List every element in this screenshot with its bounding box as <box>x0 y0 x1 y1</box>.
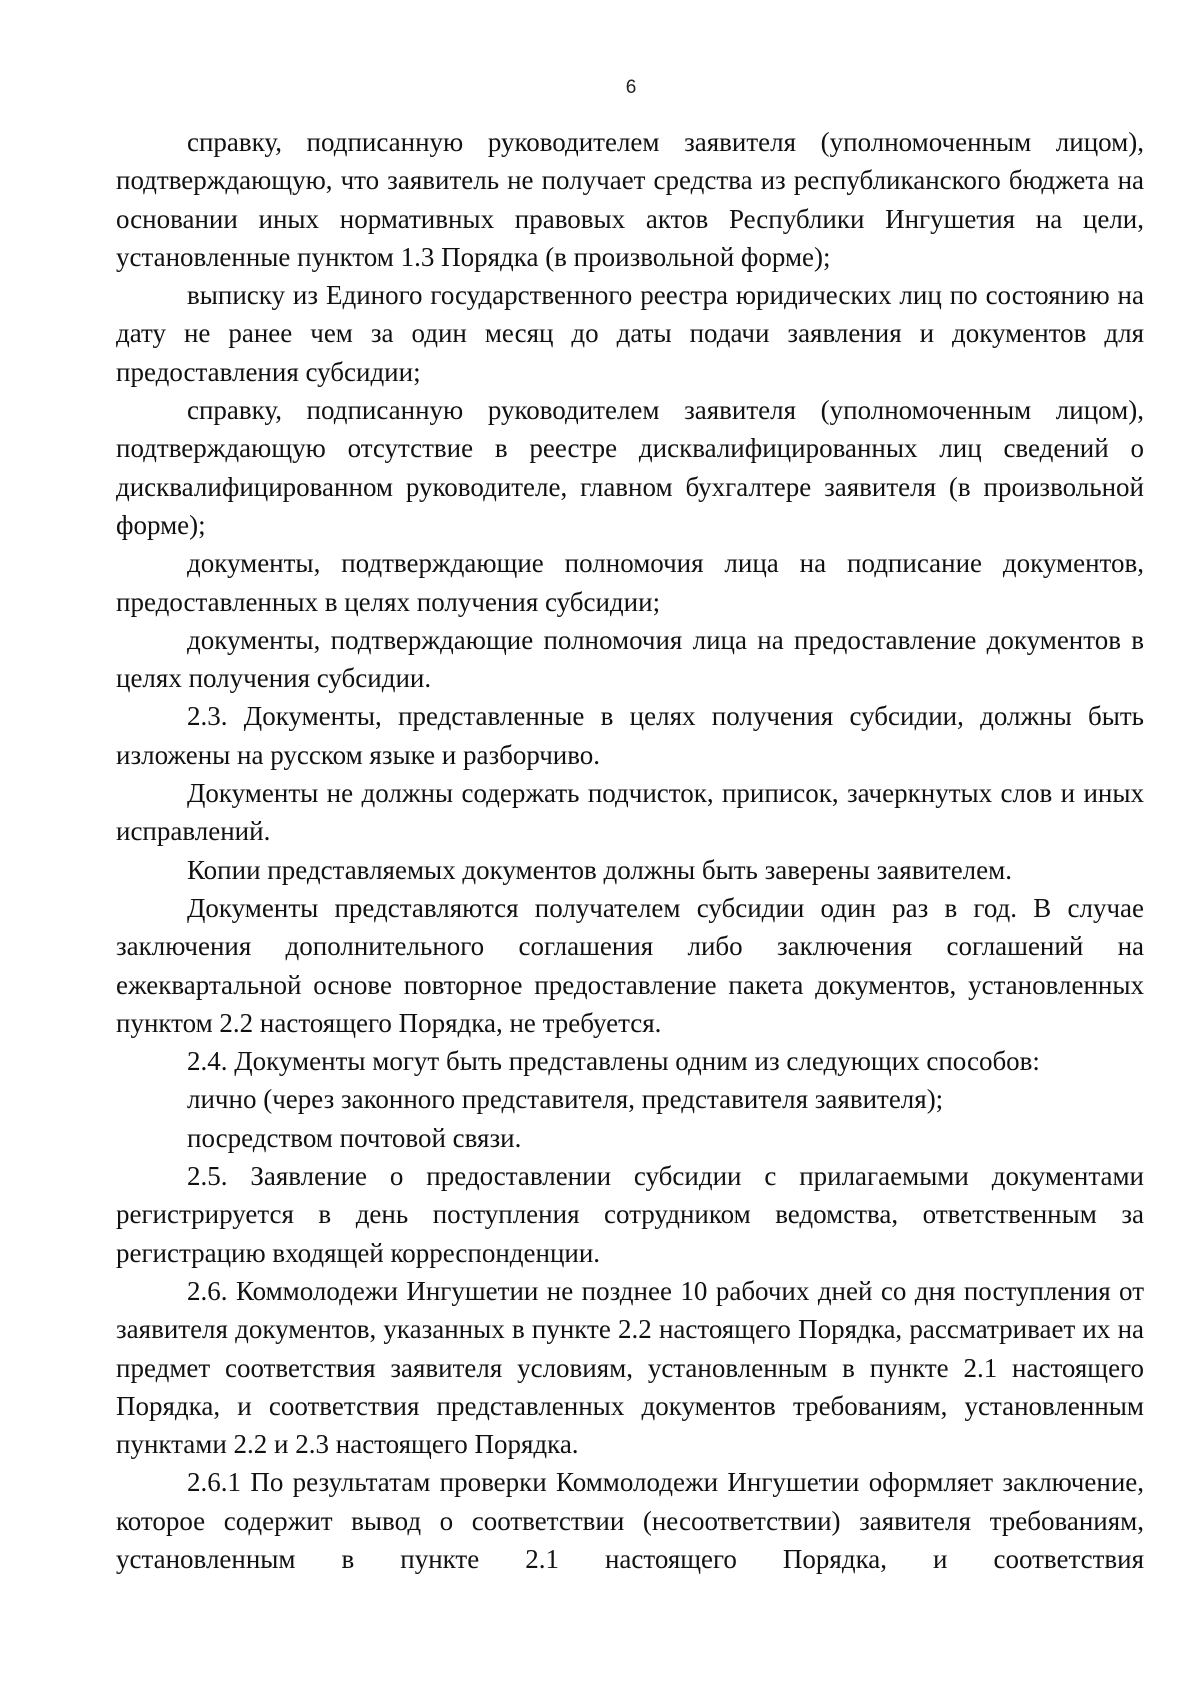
paragraph-registry-extract: выписку из Единого государственного реестра юридических лиц по состоянию на дату не ранее чем за один месяц до даты подачи заявления и документов для предоставления субсидии; <box>116 280 1144 387</box>
paragraph-2-6-1: 2.6.1 По результатам проверки Коммолодежи Ингушетии оформляет заключение, которое содержит вывод о соответствии (несоответствии) заявителя требованиям, установленным в пункте 2.1 настоящего Порядка, и соответствия <box>116 1467 1144 1574</box>
paragraph-signing-authority: документы, подтверждающие полномочия лица на подписание документов, предоставленных в целях получения субсидии; <box>116 548 1144 617</box>
page-number: 6 <box>625 77 637 98</box>
paragraph-2-3: 2.3. Документы, представленные в целях получения субсидии, должны быть изложены на русском языке и разборчиво. <box>116 701 1144 770</box>
paragraph-submission-authority: документы, подтверждающие полномочия лица на предоставление документов в целях получения субсидии. <box>116 624 1144 694</box>
paragraph-certificate-no-budget-funds: справку, подписанную руководителем заявителя (уполномоченным лицом), подтверждающую, что заявитель не получает средства из республиканского бюджета на основании иных нормативных правовых актов Республики Ингушетия на цели, установленные пунктом 1.3 Порядка (в произвольной форме); <box>116 127 1144 272</box>
paragraph-no-corrections: Документы не должны содержать подчисток, приписок, зачеркнутых слов и иных исправлений. <box>116 778 1144 847</box>
paragraph-2-6: 2.6. Коммолодежи Ингушетии не позднее 10 рабочих дней со дня поступления от заявителя документов, указанных в пункте 2.2 настоящего Порядка, рассматривает их на предмет соответствия заявителя условиям, установленным в пункте 2.1 настоящего Порядка, и соответствия представленных документов требованиям, установленным пунктами 2.2 и 2.3 настоящего Порядка. <box>116 1275 1144 1460</box>
paragraph-2-4: 2.4. Документы могут быть представлены одним из следующих способов: <box>187 1046 1040 1077</box>
paragraph-once-a-year: Документы представляются получателем субсидии один раз в год. В случае заключения дополнительного соглашения либо заключения соглашений на ежеквартальной основе повторное предоставление пакета документов, установленных пунктом 2.2 настоящего Порядка, не требуется. <box>116 892 1144 1038</box>
paragraph-certificate-disqualification: справку, подписанную руководителем заявителя (уполномоченным лицом), подтверждающую отсутствие в реестре дисквалифицированных лиц сведений о дисквалифицированном руководителе, главном бухгалтере заявителя (в произвольной форме); <box>116 395 1144 540</box>
paragraph-by-post: посредством почтовой связи. <box>187 1122 522 1153</box>
document-body <box>116 123 1144 1578</box>
paragraph-in-person: лично (через законного представителя, представителя заявителя); <box>187 1084 944 1115</box>
paragraph-2-5: 2.5. Заявление о предоставлении субсидии с прилагаемыми документами регистрируется в день поступления сотрудником ведомства, ответственным за регистрацию входящей корреспонденции. <box>116 1161 1144 1268</box>
paragraph-copies-certified: Копии представляемых документов должны быть заверены заявителем. <box>187 854 1012 885</box>
